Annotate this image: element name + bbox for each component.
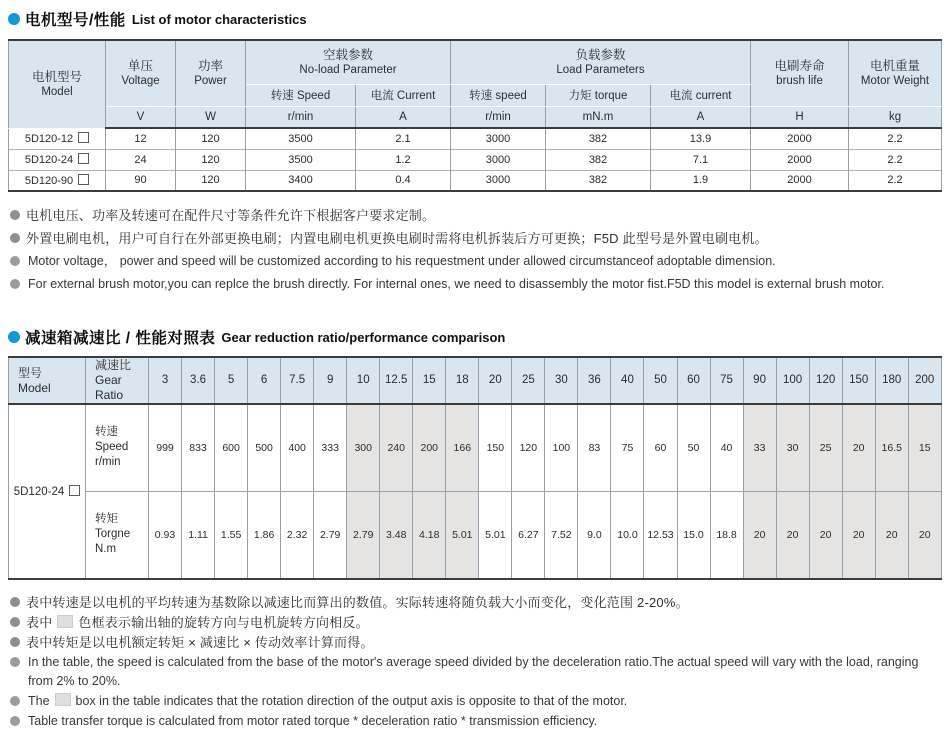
data-cell: 3500	[246, 128, 356, 149]
data-cell: 0.4	[356, 170, 451, 191]
gear-speed-cell: 300	[347, 404, 380, 491]
note-line	[8, 613, 941, 632]
gear-torque-cell: 2.79	[347, 491, 380, 579]
gray-bullet-icon	[10, 597, 20, 607]
gear-speed-cell: 50	[677, 404, 710, 491]
note-text: For external brush motor,you can replce the brush directly. For internal ones, we need to disassembly the motor fist.F5D this model is external brush motor.	[28, 277, 885, 291]
gray-bullet-icon	[10, 617, 20, 627]
data-cell: 1.2	[356, 149, 451, 170]
data-cell: 3400	[246, 170, 356, 191]
gear-speed-cell: 15	[908, 404, 941, 491]
gear-ratio-header-cell: 75	[710, 357, 743, 404]
gear-speed-cell: 600	[215, 404, 248, 491]
section1-title	[8, 8, 941, 30]
gear-ratio-header-cell: 15	[413, 357, 446, 404]
data-cell: 2000	[751, 128, 849, 149]
data-cell: 382	[546, 170, 651, 191]
gear-ratio-header-cell: 5	[215, 357, 248, 404]
gear-ratio-header-cell: 12.5	[380, 357, 413, 404]
gray-box-swatch-icon	[55, 693, 71, 706]
data-cell: 382	[546, 149, 651, 170]
note-line	[8, 633, 941, 652]
section1-title-en: List of motor characteristics	[131, 11, 307, 27]
table-row	[9, 149, 942, 170]
gear-torque-cell: 4.18	[413, 491, 446, 579]
note-line	[8, 593, 941, 612]
unit-power: W	[176, 106, 246, 128]
note-line	[8, 275, 941, 295]
gear-ratio-header-cell: 30	[545, 357, 578, 404]
variant-box-icon	[78, 153, 89, 164]
variant-box-icon	[78, 132, 89, 143]
gear-torque-cell: 18.8	[710, 491, 743, 579]
gray-bullet-icon	[10, 696, 20, 706]
gear-speed-cell: 16.5	[875, 404, 908, 491]
model-cell: 5D120-12	[9, 128, 106, 149]
gear-speed-cell: 20	[842, 404, 875, 491]
gear-torque-cell: 9.0	[578, 491, 611, 579]
data-cell: 2000	[751, 149, 849, 170]
gear-ratio-header-cell: 25	[512, 357, 545, 404]
note-line	[8, 692, 941, 711]
table-row	[9, 128, 942, 149]
data-cell: 2.2	[849, 149, 942, 170]
gray-bullet-icon	[10, 210, 20, 220]
variant-box-icon	[69, 485, 80, 496]
gear-torque-cell: 1.86	[248, 491, 281, 579]
gear-torque-cell: 0.93	[149, 491, 182, 579]
note-text: In the table, the speed is calculated from the base of the motor's average speed divided by the deceleration ratio.The actual speed will vary with the load, ranging from 2% to 20%.	[28, 655, 919, 688]
gear-torque-cell: 1.55	[215, 491, 248, 579]
gear-speed-cell: 200	[413, 404, 446, 491]
col-header-load-current: 电流 current	[651, 84, 751, 106]
gray-bullet-icon	[10, 256, 20, 266]
data-cell: 120	[176, 128, 246, 149]
gear-speed-cell: 400	[281, 404, 314, 491]
gear-torque-cell: 20	[809, 491, 842, 579]
gear-ratio-header-cell: 60	[677, 357, 710, 404]
section2-title-zh: 减速箱减速比 / 性能对照表	[25, 330, 216, 347]
col-header-voltage: 单压 Voltage	[106, 40, 176, 106]
col-header-brush-life: 电刷寿命 brush life	[751, 40, 849, 106]
gear-ratio-header-cell: 7.5	[281, 357, 314, 404]
gear-torque-cell: 2.79	[314, 491, 347, 579]
gray-bullet-icon	[10, 657, 20, 667]
section2-title	[8, 326, 941, 348]
data-cell: 7.1	[651, 149, 751, 170]
gear-speed-cell: 33	[743, 404, 776, 491]
gear-ratio-header-cell: 40	[611, 357, 644, 404]
unit-brush-life: H	[751, 106, 849, 128]
gear-speed-cell: 150	[479, 404, 512, 491]
note-line	[8, 206, 941, 226]
gear-speed-cell: 83	[578, 404, 611, 491]
gear-ratio-header-cell: 20	[479, 357, 512, 404]
gear-ratio-header-cell: 6	[248, 357, 281, 404]
note-line	[8, 653, 941, 691]
data-cell: 90	[106, 170, 176, 191]
gear-torque-cell: 10.0	[611, 491, 644, 579]
gear-ratio-header-cell: 36	[578, 357, 611, 404]
gear-ratio-header-cell: 50	[644, 357, 677, 404]
data-cell: 2000	[751, 170, 849, 191]
gear-speed-cell: 120	[512, 404, 545, 491]
col-header-noload-params: 空载参数 No-load Parameter	[246, 40, 451, 84]
gear-col-header-ratio: 减速比 Gear Ratio	[86, 357, 149, 404]
gear-ratio-header-cell: 150	[842, 357, 875, 404]
gear-model-cell: 5D120-24	[9, 404, 86, 579]
gear-torque-cell: 20	[743, 491, 776, 579]
motor-characteristics-table	[8, 39, 942, 192]
model-cell: 5D120-24	[9, 149, 106, 170]
note-text: Table transfer torque is calculated from motor rated torque * deceleration ratio * transmission efficiency.	[28, 714, 598, 728]
gear-torque-cell: 2.32	[281, 491, 314, 579]
gear-ratio-header-cell: 18	[446, 357, 479, 404]
unit-load-speed: r/min	[451, 106, 546, 128]
note-line	[8, 712, 941, 731]
data-cell: 3000	[451, 149, 546, 170]
gear-torque-cell: 20	[875, 491, 908, 579]
gear-torque-cell: 7.52	[545, 491, 578, 579]
gear-torque-cell: 15.0	[677, 491, 710, 579]
col-header-noload-current: 电流 Current	[356, 84, 451, 106]
gear-speed-cell: 40	[710, 404, 743, 491]
gear-speed-cell: 333	[314, 404, 347, 491]
data-cell: 120	[176, 149, 246, 170]
data-cell: 3500	[246, 149, 356, 170]
unit-load-torque: mN.m	[546, 106, 651, 128]
note-text: The box in the table indicates that the rotation direction of the output axis is opposite to that of the motor.	[28, 694, 628, 708]
gear-ratio-header-cell: 3	[149, 357, 182, 404]
gear-ratio-header-cell: 200	[908, 357, 941, 404]
col-header-motor-weight: 电机重量 Motor Weight	[849, 40, 942, 106]
gray-box-swatch-icon	[57, 615, 73, 628]
gear-ratio-table	[8, 356, 942, 580]
note-text: 表中转速是以电机的平均转速为基数除以减速比而算出的数值。实际转速将随负载大小而变化，变化范围 2-20%。	[26, 595, 689, 610]
note-text: 表中转矩是以电机额定转矩 × 减速比 × 传动效率计算而得。	[26, 635, 374, 650]
gear-torque-cell: 20	[842, 491, 875, 579]
data-cell: 2.1	[356, 128, 451, 149]
note-line	[8, 252, 941, 272]
unit-weight: kg	[849, 106, 942, 128]
gear-col-header-model: 型号 Model	[9, 357, 86, 404]
data-cell: 2.2	[849, 170, 942, 191]
gear-ratio-header-cell: 120	[809, 357, 842, 404]
note-text: 电机电压、功率及转速可在配件尺寸等条件允许下根据客户要求定制。	[26, 208, 436, 223]
note-text: 表中 色框表示输出轴的旋转方向与电机旋转方向相反。	[26, 615, 369, 630]
col-header-power: 功率 Power	[176, 40, 246, 106]
section2-title-en: Gear reduction ratio/performance comparison	[221, 329, 506, 345]
col-header-load-params: 负载参数 Load Parameters	[451, 40, 751, 84]
section1-title-zh: 电机型号/性能	[25, 12, 126, 29]
data-cell: 120	[176, 170, 246, 191]
model-cell: 5D120-90	[9, 170, 106, 191]
unit-load-current: A	[651, 106, 751, 128]
table-row	[9, 170, 942, 191]
gray-bullet-icon	[10, 637, 20, 647]
gear-torque-cell: 3.48	[380, 491, 413, 579]
gear-speed-row-label: 转速 Speed r/min	[86, 404, 149, 491]
gear-torque-cell: 12.53	[644, 491, 677, 579]
note-text: 外置电刷电机，用户可自行在外部更换电刷；内置电刷电机更换电刷时需将电机拆装后方可更换；F5D 此型号是外置电刷电机。	[26, 231, 768, 246]
gear-torque-cell: 20	[908, 491, 941, 579]
col-header-noload-speed: 转速 Speed	[246, 84, 356, 106]
gear-ratio-header-cell: 90	[743, 357, 776, 404]
gear-speed-cell: 100	[545, 404, 578, 491]
unit-noload-current: A	[356, 106, 451, 128]
col-header-load-torque: 力矩 torque	[546, 84, 651, 106]
gear-speed-cell: 25	[809, 404, 842, 491]
gray-bullet-icon	[10, 233, 20, 243]
gray-bullet-icon	[10, 716, 20, 726]
col-header-model: 电机型号 Model	[9, 40, 106, 128]
data-cell: 3000	[451, 128, 546, 149]
gear-torque-row-label: 转矩 Torgne N.m	[86, 491, 149, 579]
gray-bullet-icon	[10, 279, 20, 289]
gear-speed-cell: 500	[248, 404, 281, 491]
section2-notes	[8, 593, 941, 731]
blue-bullet-icon	[8, 13, 20, 25]
col-header-load-speed: 转速 speed	[451, 84, 546, 106]
gear-speed-cell: 75	[611, 404, 644, 491]
section1-notes	[8, 206, 941, 295]
gear-speed-cell: 30	[776, 404, 809, 491]
gear-ratio-header-cell: 3.6	[182, 357, 215, 404]
gear-speed-cell: 240	[380, 404, 413, 491]
data-cell: 2.2	[849, 128, 942, 149]
unit-noload-speed: r/min	[246, 106, 356, 128]
gear-torque-cell: 5.01	[479, 491, 512, 579]
variant-box-icon	[78, 174, 89, 185]
blue-bullet-icon	[8, 331, 20, 343]
gear-speed-cell: 999	[149, 404, 182, 491]
unit-voltage: V	[106, 106, 176, 128]
note-line	[8, 229, 941, 249]
gear-ratio-header-cell: 10	[347, 357, 380, 404]
gear-speed-cell: 833	[182, 404, 215, 491]
gear-torque-cell: 1.11	[182, 491, 215, 579]
data-cell: 13.9	[651, 128, 751, 149]
gear-torque-cell: 6.27	[512, 491, 545, 579]
gear-ratio-header-cell: 100	[776, 357, 809, 404]
gear-torque-cell: 20	[776, 491, 809, 579]
gear-speed-cell: 60	[644, 404, 677, 491]
data-cell: 3000	[451, 170, 546, 191]
data-cell: 12	[106, 128, 176, 149]
gear-ratio-header-cell: 9	[314, 357, 347, 404]
note-text: Motor voltage， power and speed will be customized according to his requestment under allowed circumstanceof adoptable dimension.	[28, 254, 776, 268]
data-cell: 24	[106, 149, 176, 170]
gear-speed-cell: 166	[446, 404, 479, 491]
gear-ratio-header-cell: 180	[875, 357, 908, 404]
gear-torque-cell: 5.01	[446, 491, 479, 579]
data-cell: 1.9	[651, 170, 751, 191]
data-cell: 382	[546, 128, 651, 149]
